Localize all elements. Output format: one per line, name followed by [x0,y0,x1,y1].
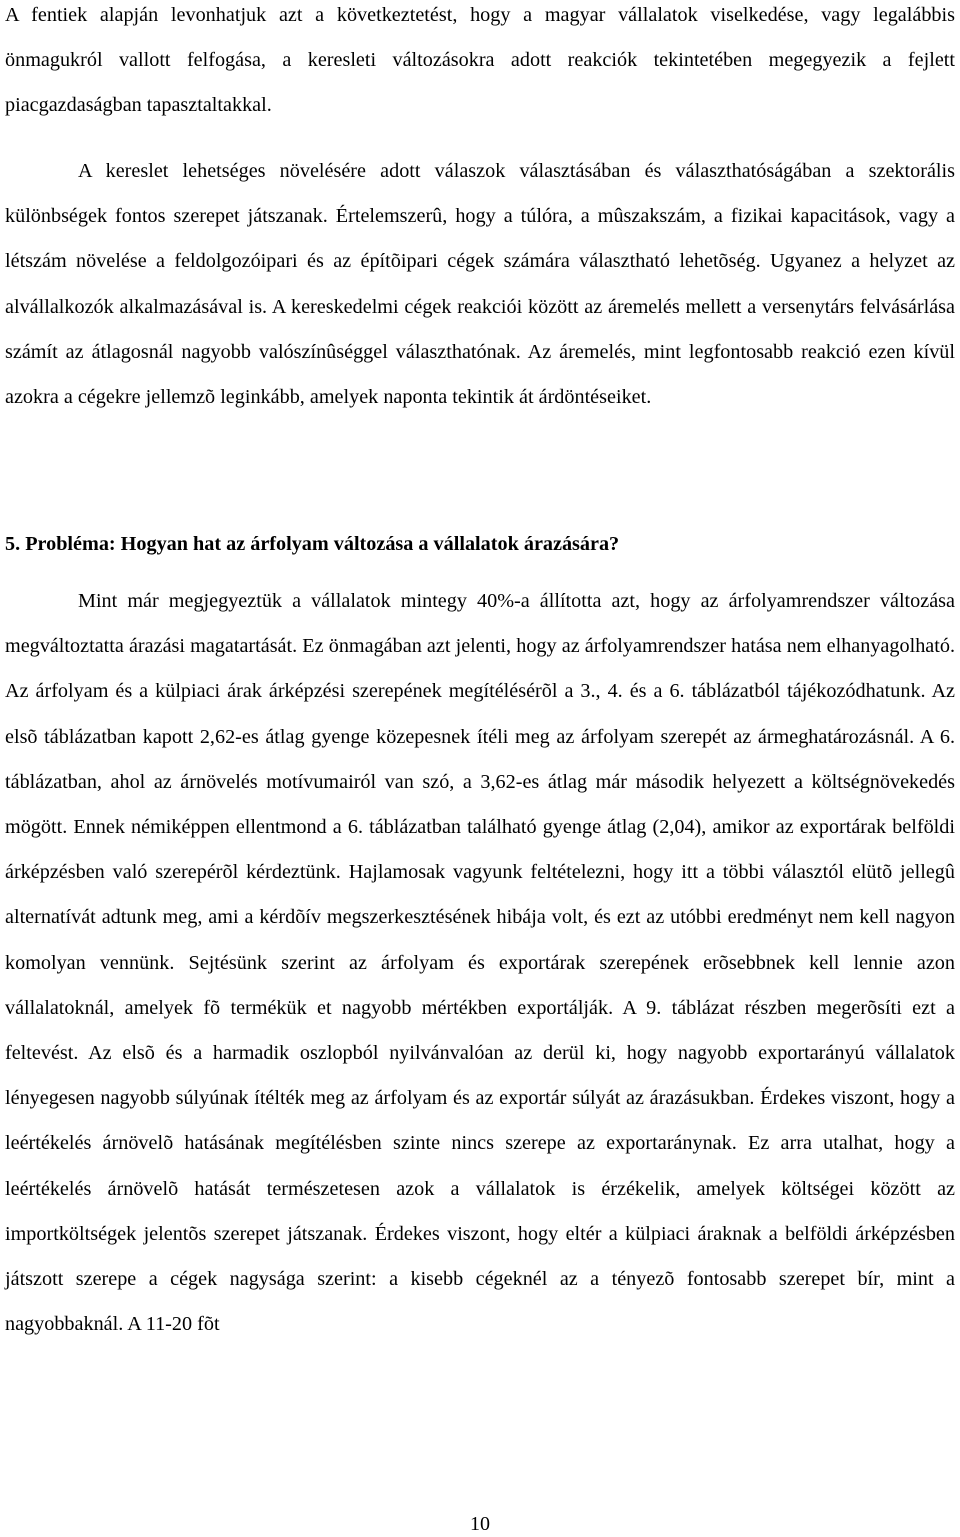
page-number: 10 [470,1513,490,1535]
paragraph-conclusion: A fentiek alapján levonhatjuk azt a következtetést, hogy a magyar vállalatok viselkedése, vagy legalábbis önmagukról vallott felfogása, a keresleti változásokra adott reakciók tekintetében megegyezik a fejlett piacgazdaságban tapasztaltakkal. [5,4,955,117]
section-heading: 5. Probléma: Hogyan hat az árfolyam változása a vállalatok árazására? [5,533,620,555]
paragraph-sectoral-differences: A kereslet lehetséges növelésére adott válaszok választásában és választhatóságában a szektorális különbségek fontos szerepet játszanak. Értelemszerû, hogy a túlóra, a mûszakszám, a fizikai kapacitások, vagy a létszám növelése a feldolgozóipari és az építõipari cégek számára választható lehetõség. Ugyanez a helyzet az alvállalkozók alkalmazásával is. A kereskedelmi cégek reakciói között az áremelés mellett a versenytárs felvásárlása számít az átlagosnál nagyobb valószínûséggel választhatónak. Az áremelés, mint legfontosabb reakció ezen kívül azokra a cégekre jellemzõ leginkább, amelyek naponta tekintik át árdöntéseiket. [5,160,955,409]
paragraph-exchange-rate: Mint már megjegyeztük a vállalatok mintegy 40%-a állította azt, hogy az árfolyamrendszer változása megváltoztatta árazási magatartását. Ez önmagában azt jelenti, hogy az árfolyamrendszer hatása nem elhanyagolható. Az árfolyam és a külpiaci árak árképzési szerepének megítélésérõl a 3., 4. és a 6. táblázatból tájékozódhatunk. Az elsõ táblázatban kapott 2,62-es átlag gyenge közepesnek ítéli meg az árfolyam szerepét az ármeghatározásnál. A 6. táblázatban, ahol az árnövelés motívumairól van szó, a 3,62-es átlag már második helyezett a költségnövekedés mögött. Ennek némiképpen ellentmond a 6. táblázatban található gyenge átlag (2,04), amikor az exportárak belföldi árképzésben való szerepérõl kérdeztünk. Hajlamosak vagyunk feltételezni, hogy itt a többi választól elütõ jellegû alternatívát adtunk meg, ami a kérdõív megszerkesztésének hibája volt, és ezt az utóbbi eredményt nem kell nagyon komolyan vennünk. Sejtésünk szerint az árfolyam és exportárak szerepének erõsebbnek kell lennie azon vállalatoknál, amelyek fõ termékük et nagyobb mértékben exportálják. A 9. táblázat részben megerõsíti ezt a feltevést. Az elsõ és a harmadik oszlopból nyilvánvalóan az derül ki, hogy nagyobb exportarányú vállalatok lényegesen nagyobb súlyúnak ítélték meg az árfolyam és az exportár súlyát az árazásukban. Érdekes viszont, hogy a leértékelés árnövelõ hatásának megítélésben szinte nincs szerepe az exportaránynak. Ez arra utalhat, hogy a leértékelés árnövelõ hatását természetesen azok a vállalatok is érzékelik, amelyek költségei között az importköltségek jelentõs szerepet játszanak. Érdekes viszont, hogy eltér a külpiaci áraknak a belföldi árképzésben játszott szerepe a cégek nagysága szerint: a kisebb cégeknél az a tényezõ fontosabb szerepet bír, mint a nagyobbaknál. A 11-20 fõt [5,590,955,1336]
